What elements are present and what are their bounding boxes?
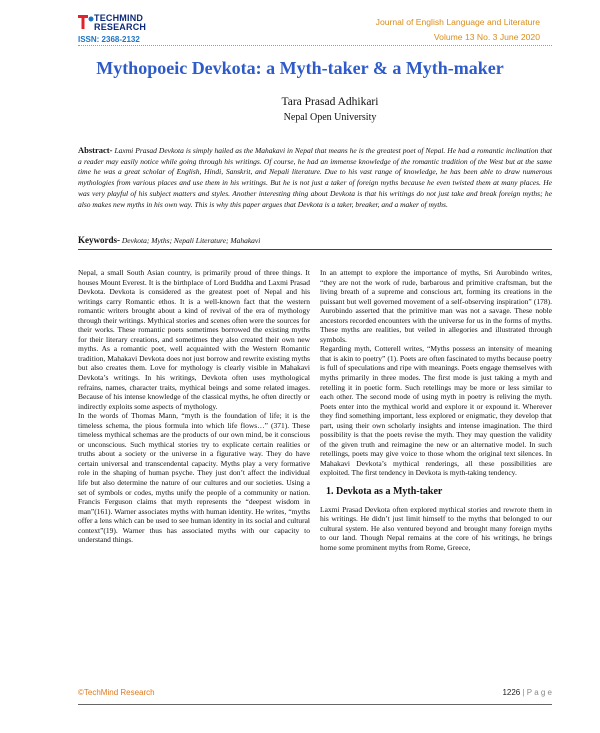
paragraph: Regarding myth, Cotterell writes, “Myths possess an intensity of meaning that is akin to poetry” (1). Poets are often fascinated to myths because poetry is full of speculations and ripe with meanings. Poets engage themselves with myths primarily in three modes. The first mode is just taking a myth and retelling it in poetic form. Such retellings may be more or less similar to each other. The second mode of using myth in poetry is reliving the myth. Poets enter into the mythical world and explore it or expound it. Wherever they find something important, less explored or enigmatic, they develop that part, using their own scholarly insights and intense imagination. The third possibility is that the poets revise the myth. They may question the validity of the given truth and reimagine the new or an alternative model. In such retellings, poets may give voice to those whom the original text silences. In Mahakavi Devkota’s mythical renderings, all these possibilities are exploited. The first tendency in Devkota is myth-taking tendency. [320,344,552,478]
page-label: | P a g e [522,688,552,697]
keywords-text: Devkota; Myths; Nepali Literature; Mahakavi [121,236,261,245]
paragraph: In the words of Thomas Mann, “myth is the foundation of life; it is the timeless schema, the pious formula into which life flows…” (371). These timeless mythical schemas are the products of our own mind, be it conscious or unconscious. Such mythical stories try to explicate certain realities or truths about a society or the universe in a figurative way. They do have certain universal and transcendental capacity. Myths play a very formative role in the shaping of human psyche. They just don’t affect the individual life but also determine the nature of our cultures and our societies. Using a set of symbols or codes, myths unify the people of a community or nation. Francis Ferguson claims that myth represents the “deepest wisdom in man”(161). Warner associates myths with human identity. He writes, “myths offer a lens which can be used to see human identity in its social and cultural context”(19). Warner thus has associated myths with our capacity to understand things. [78,411,310,545]
footer-publisher-name: TechMind Research [83,688,155,697]
section-heading: 1. Devkota as a Myth-taker [326,486,443,498]
logo-text-line2: RESEARCH [94,22,147,32]
footer-divider [78,704,552,705]
right-column [320,268,552,552]
abstract-text: Laxmi Prasad Devkota is simply hailed as the Mahakavi in Nepal that means he is the greatest poet of Nepal. He had a romantic inclination that a reader may easily notice while going through his writings. Of course, he had an immense knowledge of the romantic tradition of the West but at the same time he was a great scholar of English, Hindi, Sanskrit, and Nepali literature. Due to his vast range of knowledge, he has been able to draw numerous mythologies from various places and use them in his writings. But he is not just a taker of foreign myths because he even twisted them at many places. He was very playful of his subject matters and styles. Another interesting thing about Devkota is that his writings do not just take and break foreign myths; he also makes new myths in his own way. This is why this paper argues that Devkota is a taker, breaker, and a maker of myths. [78,146,553,209]
abstract-label: Abstract- [78,145,113,155]
page-footer [78,686,552,706]
author-affiliation: Nepal Open University [283,112,377,123]
author-name: Tara Prasad Adhikari [281,96,379,108]
page-number-value: 1226 [502,688,521,697]
left-column [78,268,310,545]
article-title: Mythopoeic Devkota: a Myth-taker & a Myth-maker [96,58,504,78]
paragraph: Nepal, a small South Asian country, is primarily proud of three things. It houses Mount Everest. It is the birthplace of Lord Buddha and Laxmi Prasad Devkota. Devkota is considered as the greatest poet of Nepal and his writings carry Romantic ethos. It is a well-known fact that the western romantic writers brought about a kind of revival of the era of mythology through their writings. Mythical stories and scenes often were the sources for their works. These romantic poets sometimes borrowed the existing myths for their literary creations, and sometimes they also created their own new myths. As a romantic poet, well acquainted with the Western Romantic tradition, Mahakavi Devkota does not just borrow and rewrite existing myths but also creates them. Love for mythology is clearly visible in Mahakavi Devkota’s writings. In his writings, Devkota often uses mythological refrains, names, character traits, mythical beings and some related images. Because of his intense knowledge of the classical myths, he often directly or indirectly exploits some aspects of mythology. [78,268,310,411]
keywords [78,235,552,245]
keywords-label: Keywords- [78,235,120,245]
issn-label: ISSN: 2368-2132 [78,35,140,44]
keywords-divider [78,249,552,250]
paragraph: Laxmi Prasad Devkota often explored mythical stories and rewrote them in his writings. He didn’t just limit himself to the myths that belonged to our cultural system. He also ventured beyond and brought many foreign myths to our land. Though Nepal remains at the core of his writings, he brings home some prominent myths from Rome, Greece, [320,504,552,552]
header-divider [78,45,552,46]
publisher-logo [78,13,198,45]
copyright-symbol: © [78,688,84,697]
page-header [0,0,600,48]
journal-name: Journal of English Language and Literature [375,17,540,27]
footer-publisher [78,688,155,697]
page-number [502,688,552,697]
logo-text-line1: TECHMIND [94,13,144,23]
journal-volume: Volume 13 No. 3 June 2020 [433,32,540,42]
journal-info [376,15,540,45]
paragraph: In an attempt to explore the importance of myths, Sri Aurobindo writes, “they are not the work of rude, barbarous and primitive craftsman, but the living breath of a supreme and conscious art, forming its creations in the puissant but well governed movement of a self-observing inspiration” (178). Aurobindo asserted that the primitive man was not a savage. These noble ancestors recorded encounters with the universe for us in the forms of myths. These myths are realities, but veiled in allegories and illustrated through symbols. [320,268,552,344]
abstract [78,145,552,210]
